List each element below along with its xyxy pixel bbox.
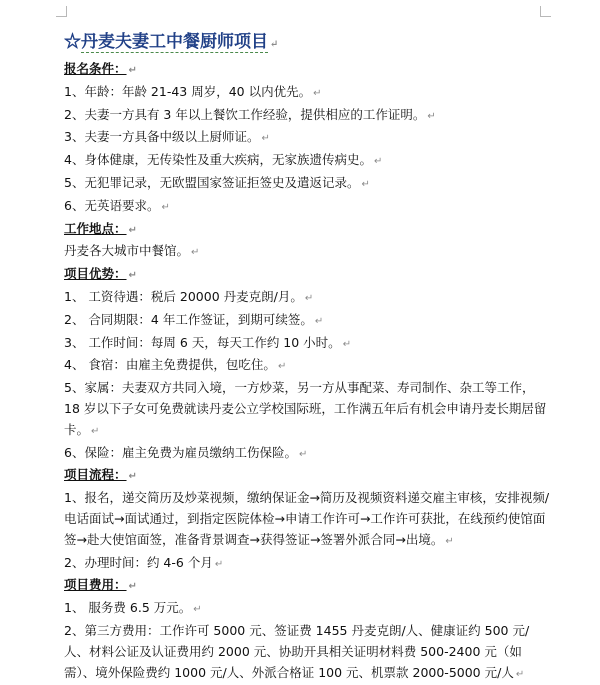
paragraph-mark-icon: ↵ xyxy=(313,87,322,99)
paragraph-mark-icon: ↵ xyxy=(128,471,137,483)
location-line: 丹麦各大城市中餐馆。 ↵ xyxy=(64,243,200,259)
page-corner-mark-right xyxy=(540,6,551,17)
paragraph-mark-icon: ↵ xyxy=(128,581,137,593)
requirement-line: 4、身体健康，无传染性及重大疾病，无家族遗传病史。 ↵ xyxy=(64,152,383,168)
process-line: 1、报名，递交简历及炒菜视频，缴纳保证金→简历及视频资料递交雇主审核，安排视频/电话面试→面试通过，到指定医院体检→申请工作许可→工作许可获批，在线预约使馆面签→赴大使馆面签，准备背景调查→获得签证→签署外派合同→出境。 ↵ xyxy=(64,490,550,547)
advantage-line: 2、 合同期限：4 年工作签证，到期可续签。 ↵ xyxy=(64,311,324,327)
requirement-line: 2、夫妻一方具有 3 年以上餐饮工作经验，提供相应的工作证明。 ↵ xyxy=(64,106,436,122)
paragraph-mark-icon: ↵ xyxy=(91,425,100,437)
paragraph-mark-icon: ↵ xyxy=(270,39,279,50)
document-body[interactable] xyxy=(64,30,550,685)
section-heading-location: 工作地点： ↵ xyxy=(64,220,137,236)
paragraph-mark-icon: ↵ xyxy=(314,315,324,327)
paragraph-mark-icon: ↵ xyxy=(445,535,454,547)
paragraph-mark-icon: ↵ xyxy=(361,178,370,190)
requirement-line: 6、无英语要求。 ↵ xyxy=(64,197,170,213)
paragraph-mark-icon: ↵ xyxy=(191,247,200,259)
advantage-line: 5、家属：夫妻双方共同入境，一方炒菜，另一方从事配菜、寿司制作、杂工等工作，18 岁以下子女可免费就读丹麦公立学校国际班，工作满五年后有机会申请丹麦长期居留卡。 ↵ xyxy=(64,380,547,437)
advantage-line: 4、 食宿：由雇主免费提供，包吃住。 ↵ xyxy=(64,357,287,373)
section-heading-requirements: 报名条件： ↵ xyxy=(64,61,137,76)
paragraph-mark-icon: ↵ xyxy=(298,448,308,460)
paragraph-mark-icon: ↵ xyxy=(261,133,270,145)
fee-line: 2、第三方费用：工作许可 5000 元、签证费 1455 丹麦克朗/人、健康证约 500 元/人、材料公证及认证费用约 2000 元、协助开具相关证明材料费 500-2400 元（如需）、境外保险费约 1000 元/人、外派合格证 100 元、机票款 2000-5000 元/人 ↵ xyxy=(64,622,530,680)
page-corner-mark-left xyxy=(56,6,67,17)
paragraph-mark-icon: ↵ xyxy=(304,292,314,304)
paragraph-mark-icon: ↵ xyxy=(214,558,224,570)
requirement-line: 1、年龄：年龄 21-43 周岁，40 以内优先。 ↵ xyxy=(64,83,322,99)
title-star: ☆ xyxy=(64,32,81,52)
paragraph-mark-icon: ↵ xyxy=(161,201,170,213)
paragraph-mark-icon: ↵ xyxy=(342,338,352,350)
advantage-line: 1、 工资待遇：税后 20000 丹麦克朗/月。 ↵ xyxy=(64,288,314,304)
paragraph-mark-icon: ↵ xyxy=(427,110,436,122)
paragraph-mark-icon: ↵ xyxy=(515,668,525,680)
paragraph-mark-icon: ↵ xyxy=(193,604,202,616)
advantage-line: 3、 工作时间：每周 6 天，每天工作约 10 小时。 ↵ xyxy=(64,334,352,350)
section-heading-fees: 项目费用： ↵ xyxy=(64,577,137,593)
requirement-line: 3、夫妻一方具备中级以上厨师证。 ↵ xyxy=(64,129,270,145)
paragraph-mark-icon: ↵ xyxy=(128,224,137,236)
advantage-line: 6、保险：雇主免费为雇员缴纳工伤保险。 ↵ xyxy=(64,444,308,460)
section-heading-advantages: 项目优势： ↵ xyxy=(64,266,137,282)
paragraph-mark-icon: ↵ xyxy=(128,65,137,76)
process-line: 2、办理时间：约 4-6 个月 ↵ xyxy=(64,554,224,570)
document-title xyxy=(64,30,550,57)
requirement-line: 5、无犯罪记录，无欧盟国家签证拒签史及遣返记录。 ↵ xyxy=(64,174,370,190)
paragraph-mark-icon: ↵ xyxy=(277,361,287,373)
title-text: 丹麦夫妻工中餐厨师项目 xyxy=(81,32,268,52)
paragraph-mark-icon: ↵ xyxy=(373,156,383,168)
section-heading-process: 项目流程： ↵ xyxy=(64,467,137,483)
paragraph-mark-icon: ↵ xyxy=(128,270,137,282)
fee-line: 1、 服务费 6.5 万元。 ↵ xyxy=(64,600,202,616)
